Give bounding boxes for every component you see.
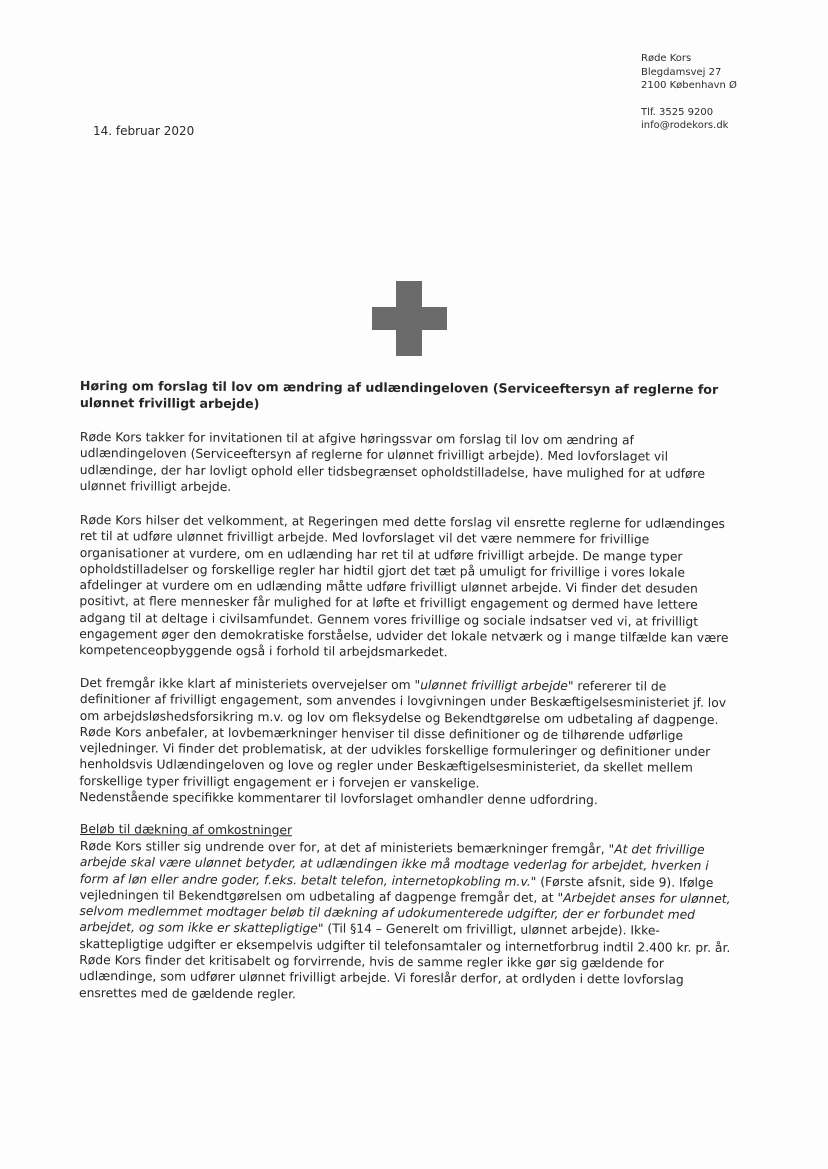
section-heading: Beløb til dækning af omkostninger bbox=[79, 822, 293, 838]
sender-city: 2100 København Ø bbox=[641, 80, 737, 91]
paragraph-3-quote: "ulønnet frivilligt arbejde" bbox=[414, 677, 574, 693]
letter-body bbox=[80, 378, 740, 1001]
sender-phone: Tlf. 3525 9200 bbox=[641, 106, 714, 118]
section-quote-1: "At det frivillige arbejde skal være ulønnet betyder, at udlændingen ikke må modtage vederlag for arbejdet, hverken i form af løn eller andre goder, f.eks. betalt telefon, internetopkobling m.v." bbox=[79, 841, 709, 888]
paragraph-2: Røde Kors hilser det velkomment, at Regeringen med dette forslag vil ensrette reglerne for udlændinges ret til at udføre ulønnet frivilligt arbejde. Med lovforslaget vil det være nemmere for frivillige organisationer at vurdere, om en udlænding har ret til at udføre frivilligt arbejde. De mange typer opholdstilladelser og forskellige regler har hidtil gjort det tæt på umuligt for frivillige i vores lokale afdelinger at vurdere om en udlænding måtte udføre frivilligt ulønnet arbejde. Vi finder det desuden positivt, at flere mennesker får mulighed for at løfte et frivilligt engagement og dermed have lettere adgang til at deltage i civilsamfundet. Gennem vores frivillige og sociale indsatser ved vi, at frivilligt engagement øger den demokratiske forståelse, udvider det lokale netværk og i mange tilfælde kan være kompetenceopbyggende også i forhold til arbejdsmarkedet. bbox=[79, 513, 729, 660]
letter-date: 14. februar 2020 bbox=[93, 124, 195, 138]
section-text-c: (Til §14 – Generelt om frivilligt, ulønnet arbejde). Ikke-skattepligtige udgifter er eksempelvis udgifter til telefonsamtaler og internetforbrug indtil 2.400 kr. pr. år. Røde Kors finder det kritisabelt og forvirrende, hvis de samme regler ikke gør sig gældende for udlændinge, som udfører ulønnet frivilligt arbejde. Vi foreslår derfor, at ordlyden i dette lovforslag ensrettes med de gældende regler. bbox=[79, 921, 731, 1001]
paragraph-3-text-c: Nedenstående specifikke kommentarer til lovforslaget omhandler denne udfordring. bbox=[79, 789, 598, 808]
paragraph-1: Røde Kors takker for invitationen til at afgive høringssvar om forslag til lov om ændring af udlændingeloven (Serviceeftersyn af reglerne for ulønnet frivilligt arbejde). Med lovforslaget vil udlændinge, der har lovligt ophold eller tidsbegrænset opholdstilladelse, have mulighed for at udføre ulønnet frivilligt arbejde. bbox=[79, 429, 705, 494]
sender-name: Røde Kors bbox=[641, 53, 692, 64]
letter-title: Høring om forslag til lov om ændring af udlændingeloven (Serviceeftersyn af reglerne for ulønnet frivilligt arbejde) bbox=[79, 378, 719, 411]
red-cross-icon bbox=[372, 281, 447, 356]
section-quote-2: "Arbejdet anses for ulønnet, selvom medlemmet modtager beløb til dækning af udokumenterede udgifter, der er forbundet med arbejdet, og som ikke er skattepligtige" bbox=[79, 890, 731, 936]
sender-email: info@rodekors.dk bbox=[641, 120, 729, 131]
section-text-a: Røde Kors stiller sig undrende over for, at det af ministeriets bemærkninger fremgår, bbox=[79, 838, 609, 856]
paragraph-3 bbox=[79, 675, 740, 809]
paragraph-3-text-b: refererer til de definitioner af frivilligt engagement, som anvendes i lovgivningen under Beskæftigelsesministeriet jf. lov om arbejdsløshedsforsikring m.v. og lov om fleksydelse og Bekendtgørelse om udbetaling af dagpenge. Røde Kors anbefaler, at lovbemærkninger henviser til disse definitioner og de tilhørende udførlige vejledninger. Vi finder det problematisk, at der udvikles forskellige formuleringer og definitioner under henholdsvis Udlændingeloven og love og regler under Beskæftigelsesministeriet, da skellet mellem forskellige typer frivilligt engagement er i forvejen er vanskelige. bbox=[79, 678, 727, 791]
sender-street: Blegdamsvej 27 bbox=[641, 66, 722, 78]
section-paragraph bbox=[79, 838, 740, 1005]
paragraph-3-text-a: Det fremgår ikke klart af ministeriets overvejelser om bbox=[79, 675, 415, 692]
section-text-b: (Første afsnit, side 9). Ifølge vejledningen til Bekendtgørelsen om udbetaling af dagpenge fremgår det, at bbox=[79, 873, 714, 905]
sender-address bbox=[641, 52, 737, 133]
